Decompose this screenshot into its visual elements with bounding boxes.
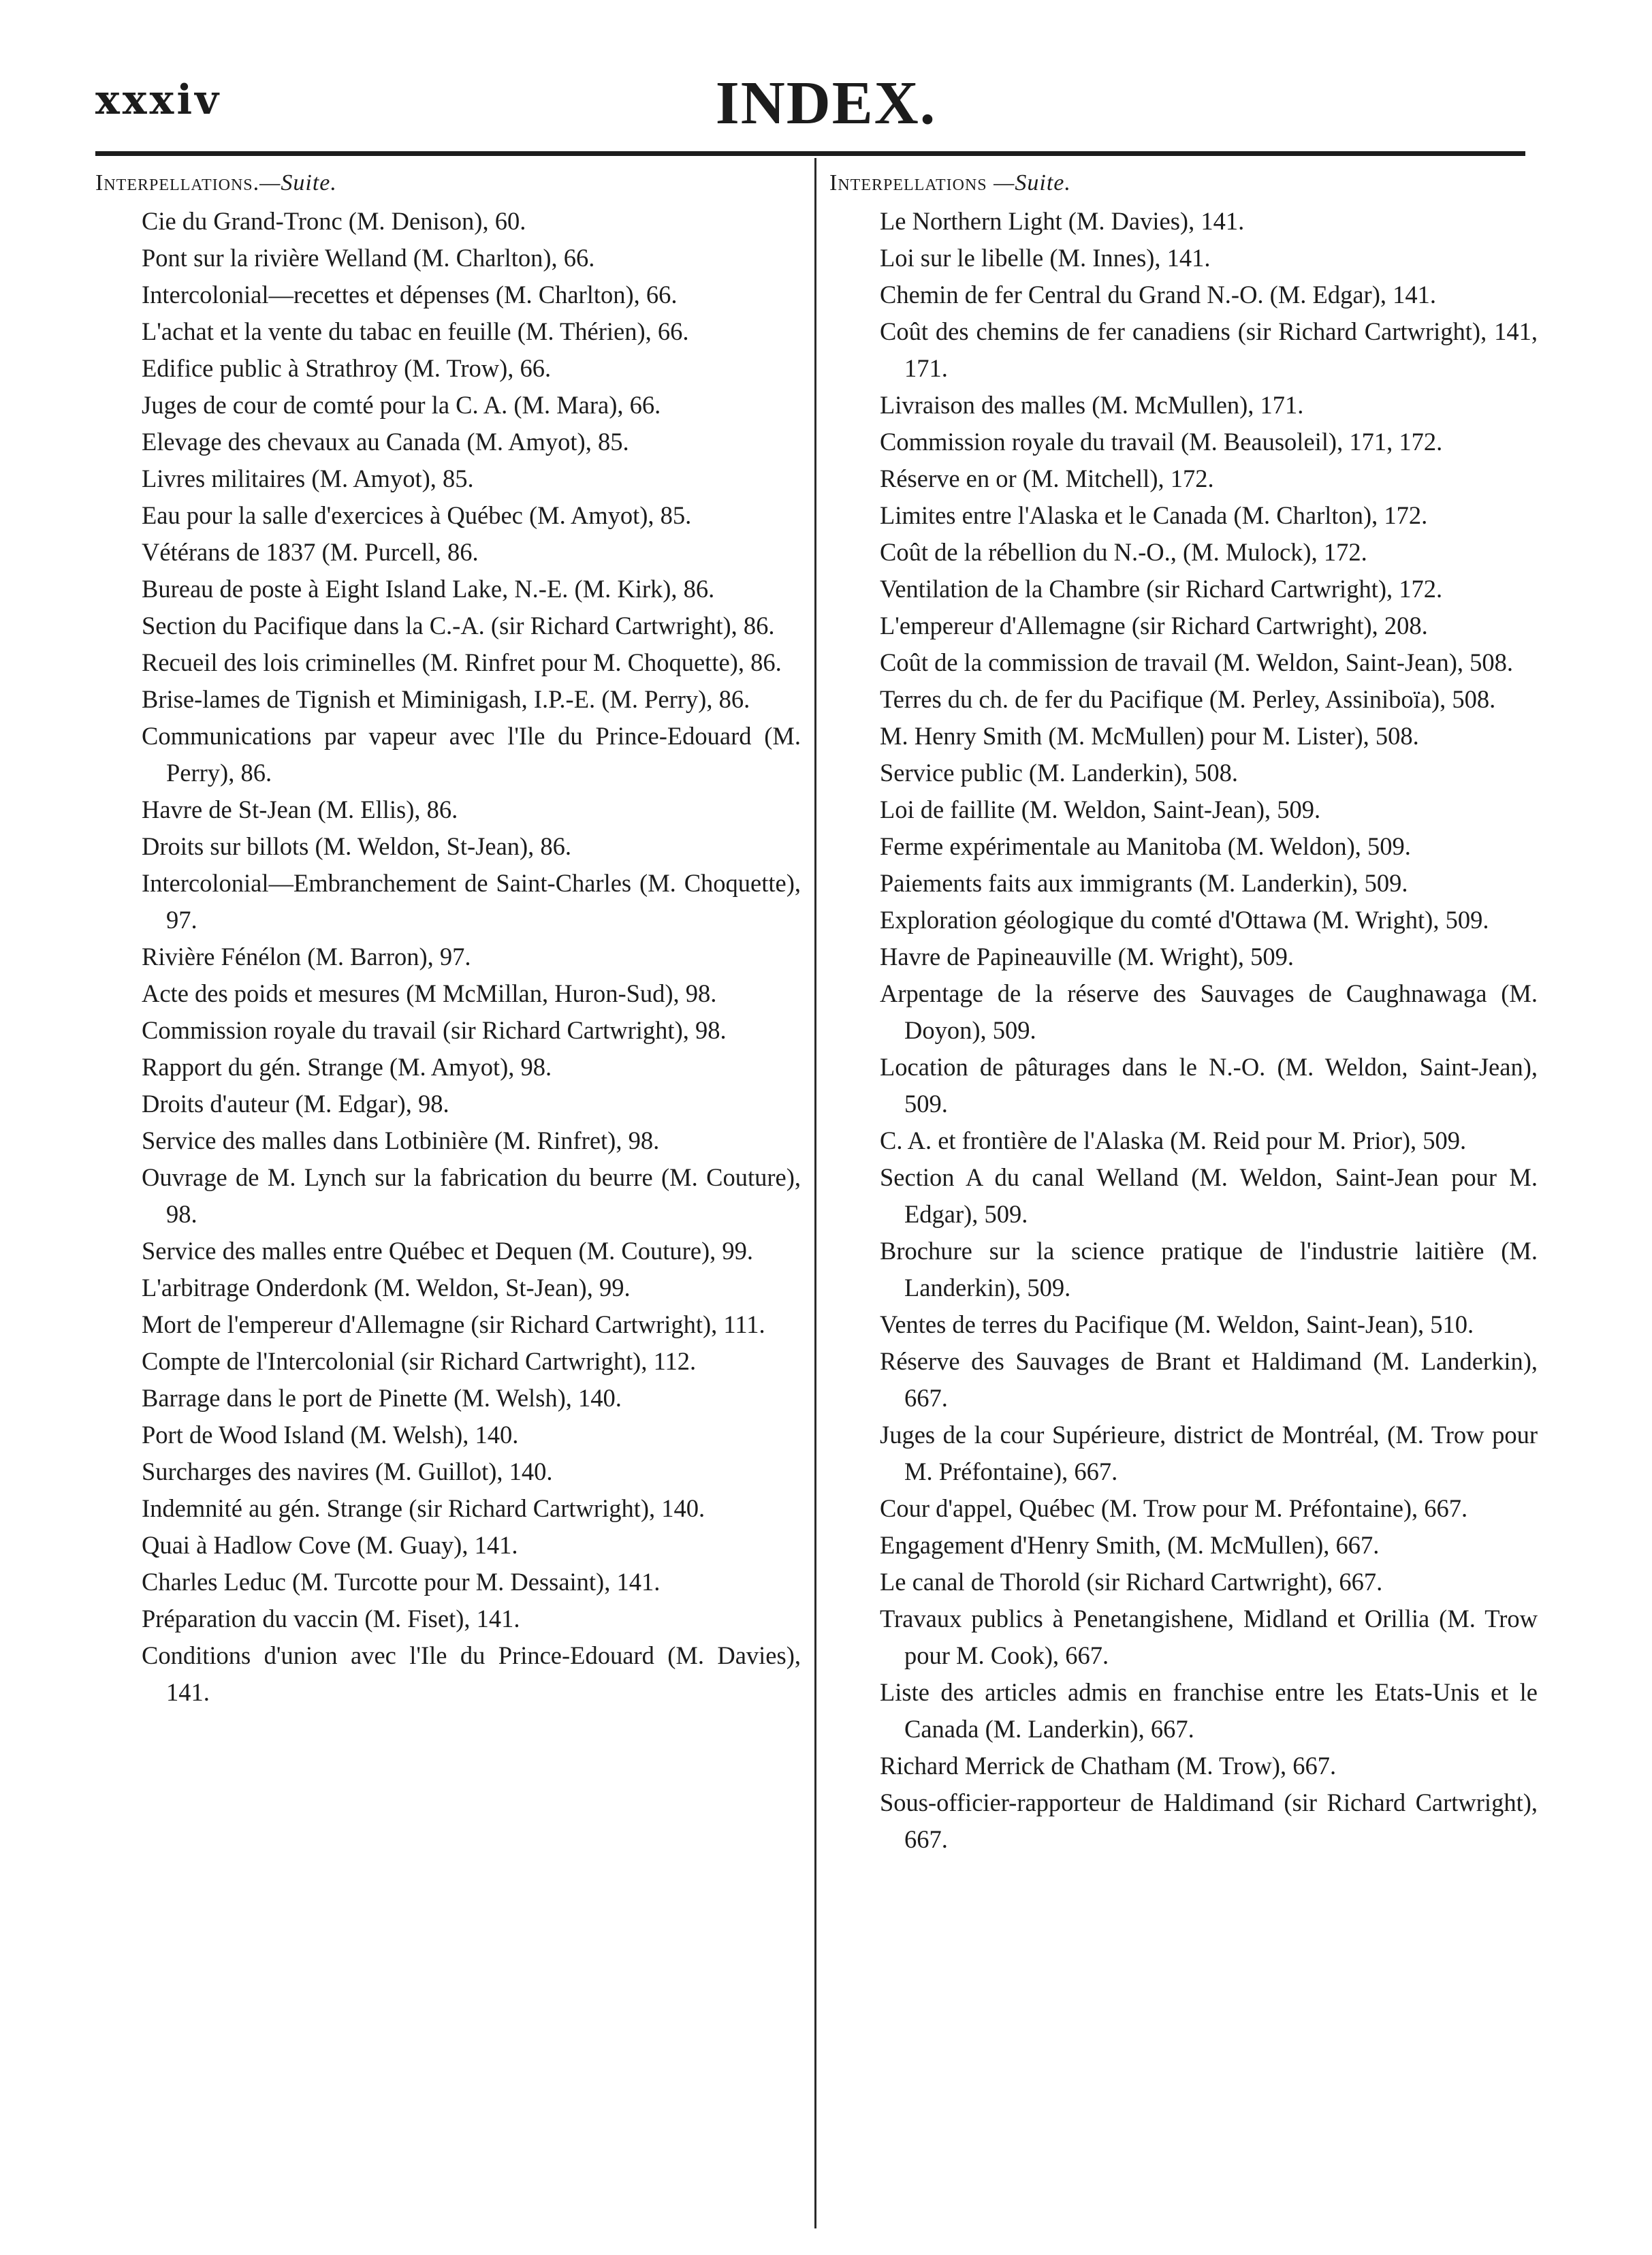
header-rule — [95, 151, 1525, 156]
left-heading-text: Interpellations. — [95, 170, 260, 195]
index-entry: Edifice public à Strathroy (M. Trow), 66. — [142, 354, 552, 382]
index-entry: Rapport du gén. Strange (M. Amyot), 98. — [142, 1053, 552, 1081]
index-entry: Liste des articles admis en franchise entre les Etats-Unis et le Canada (M. Landerkin), 667. — [880, 1678, 1538, 1743]
index-entry: Commission royale du travail (sir Richard Cartwright), 98. — [142, 1016, 727, 1044]
index-entry: Livraison des malles (M. McMullen), 171. — [880, 391, 1304, 419]
index-entry: Chemin de fer Central du Grand N.-O. (M. Edgar), 141. — [880, 281, 1436, 309]
index-entry: Commission royale du travail (M. Beausoleil), 171, 172. — [880, 428, 1443, 456]
right-heading-text: Interpellations — [829, 170, 987, 195]
right-column-heading — [829, 166, 1538, 200]
index-entry: Cie du Grand-Tronc (M. Denison), 60. — [142, 207, 526, 235]
index-entry: Loi de faillite (M. Weldon, Saint-Jean), 509. — [880, 795, 1321, 823]
index-entry: L'empereur d'Allemagne (sir Richard Cartwright), 208. — [880, 612, 1428, 640]
right-entry-list — [829, 203, 1538, 1858]
index-entry: Port de Wood Island (M. Welsh), 140. — [142, 1421, 519, 1449]
left-entry-list — [95, 203, 801, 1711]
index-entry: Cour d'appel, Québec (M. Trow pour M. Préfontaine), 667. — [880, 1494, 1468, 1522]
index-entry: L'achat et la vente du tabac en feuille (M. Thérien), 66. — [142, 317, 689, 345]
index-entry: Havre de St-Jean (M. Ellis), 86. — [142, 795, 458, 823]
index-entry: Droits sur billots (M. Weldon, St-Jean), 86. — [142, 832, 572, 860]
index-entry: Bureau de poste à Eight Island Lake, N.-E. (M. Kirk), 86. — [142, 575, 715, 603]
index-entry: Charles Leduc (M. Turcotte pour M. Dessaint), 141. — [142, 1568, 661, 1596]
index-entry: Le canal de Thorold (sir Richard Cartwright), 667. — [880, 1568, 1383, 1596]
index-entry: Havre de Papineauville (M. Wright), 509. — [880, 943, 1294, 971]
index-entry: Surcharges des navires (M. Guillot), 140. — [142, 1457, 553, 1485]
index-entry: Livres militaires (M. Amyot), 85. — [142, 464, 474, 492]
index-entry: Paiements faits aux immigrants (M. Landerkin), 509. — [880, 869, 1408, 897]
index-entry: Préparation du vaccin (M. Fiset), 141. — [142, 1605, 520, 1633]
index-entry: Travaux publics à Penetangishene, Midland et Orillia (M. Trow pour M. Cook), 667. — [880, 1605, 1538, 1669]
left-column — [95, 166, 801, 1711]
index-entry: Loi sur le libelle (M. Innes), 141. — [880, 244, 1211, 272]
index-entry: L'arbitrage Onderdonk (M. Weldon, St-Jean), 99. — [142, 1274, 631, 1302]
index-entry: Richard Merrick de Chatham (M. Trow), 667. — [880, 1752, 1337, 1780]
index-entry: Arpentage de la réserve des Sauvages de Caughnawaga (M. Doyon), 509. — [880, 979, 1538, 1044]
right-column — [829, 166, 1538, 1858]
index-entry: Rivière Fénélon (M. Barron), 97. — [142, 943, 471, 971]
index-entry: Section du Pacifique dans la C.-A. (sir Richard Cartwright), 86. — [142, 612, 775, 640]
index-entry: Coût des chemins de fer canadiens (sir Richard Cartwright), 141, 171. — [880, 317, 1538, 382]
index-entry: Location de pâturages dans le N.-O. (M. Weldon, Saint-Jean), 509. — [880, 1053, 1538, 1118]
index-entry: Exploration géologique du comté d'Ottawa (M. Wright), 509. — [880, 906, 1489, 934]
page-title: INDEX. — [715, 69, 937, 137]
index-entry: Brochure sur la science pratique de l'industrie laitière (M. Landerkin), 509. — [880, 1237, 1538, 1302]
index-entry: Coût de la commission de travail (M. Weldon, Saint-Jean), 508. — [880, 648, 1514, 676]
index-entry: Ventilation de la Chambre (sir Richard Cartwright), 172. — [880, 575, 1443, 603]
index-entry: Recueil des lois criminelles (M. Rinfret pour M. Choquette), 86. — [142, 648, 782, 676]
index-entry: Brise-lames de Tignish et Miminigash, I.P.-E. (M. Perry), 86. — [142, 685, 750, 713]
index-entry: Ouvrage de M. Lynch sur la fabrication du beurre (M. Couture), 98. — [142, 1163, 801, 1228]
index-entry: Service des malles entre Québec et Dequen (M. Couture), 99. — [142, 1237, 753, 1265]
index-entry: Juges de cour de comté pour la C. A. (M. Mara), 66. — [142, 391, 661, 419]
index-entry: Limites entre l'Alaska et le Canada (M. Charlton), 172. — [880, 501, 1428, 529]
column-divider — [814, 158, 816, 2228]
index-entry: Vétérans de 1837 (M. Purcell, 86. — [142, 538, 479, 566]
index-entry: Barrage dans le port de Pinette (M. Welsh), 140. — [142, 1384, 622, 1412]
index-entry: Section A du canal Welland (M. Weldon, Saint-Jean pour M. Edgar), 509. — [880, 1163, 1538, 1228]
index-entry: M. Henry Smith (M. McMullen) pour M. Lister), 508. — [880, 722, 1419, 750]
index-entry: Coût de la rébellion du N.-O., (M. Mulock), 172. — [880, 538, 1367, 566]
index-entry: Réserve en or (M. Mitchell), 172. — [880, 464, 1214, 492]
index-entry: Compte de l'Intercolonial (sir Richard Cartwright), 112. — [142, 1347, 697, 1375]
index-entry: Ferme expérimentale au Manitoba (M. Weldon), 509. — [880, 832, 1411, 860]
index-entry: Terres du ch. de fer du Pacifique (M. Perley, Assiniboïa), 508. — [880, 685, 1496, 713]
index-entry: Pont sur la rivière Welland (M. Charlton), 66. — [142, 244, 595, 272]
index-entry: Conditions d'union avec l'Ile du Prince-Edouard (M. Davies), 141. — [142, 1641, 801, 1706]
left-heading-suite: —Suite. — [259, 170, 337, 195]
index-entry: Communications par vapeur avec l'Ile du Prince-Edouard (M. Perry), 86. — [142, 722, 801, 787]
index-entry: Indemnité au gén. Strange (sir Richard Cartwright), 140. — [142, 1494, 705, 1522]
page-number: xxxiv — [95, 76, 221, 124]
index-entry: Le Northern Light (M. Davies), 141. — [880, 207, 1245, 235]
index-entry: Ventes de terres du Pacifique (M. Weldon, Saint-Jean), 510. — [880, 1310, 1474, 1338]
index-entry: Elevage des chevaux au Canada (M. Amyot), 85. — [142, 428, 629, 456]
index-entry: Acte des poids et mesures (M McMillan, Huron-Sud), 98. — [142, 979, 717, 1007]
index-entry: Intercolonial—Embranchement de Saint-Charles (M. Choquette), 97. — [142, 869, 801, 934]
index-entry: Sous-officier-rapporteur de Haldimand (sir Richard Cartwright), 667. — [880, 1788, 1538, 1853]
index-entry: Engagement d'Henry Smith, (M. McMullen), 667. — [880, 1531, 1380, 1559]
index-entry: Droits d'auteur (M. Edgar), 98. — [142, 1090, 449, 1118]
index-entry: C. A. et frontière de l'Alaska (M. Reid pour M. Prior), 509. — [880, 1126, 1467, 1154]
right-heading-suite: —Suite. — [987, 170, 1071, 195]
index-entry: Intercolonial—recettes et dépenses (M. Charlton), 66. — [142, 281, 678, 309]
index-entry: Service des malles dans Lotbinière (M. Rinfret), 98. — [142, 1126, 660, 1154]
index-entry: Réserve des Sauvages de Brant et Haldimand (M. Landerkin), 667. — [880, 1347, 1538, 1412]
index-entry: Quai à Hadlow Cove (M. Guay), 141. — [142, 1531, 518, 1559]
index-entry: Juges de la cour Supérieure, district de Montréal, (M. Trow pour M. Préfontaine), 667. — [880, 1421, 1538, 1485]
index-entry: Mort de l'empereur d'Allemagne (sir Richard Cartwright), 111. — [142, 1310, 765, 1338]
index-entry: Service public (M. Landerkin), 508. — [880, 759, 1239, 787]
index-entry: Eau pour la salle d'exercices à Québec (M. Amyot), 85. — [142, 501, 692, 529]
left-column-heading — [95, 166, 801, 200]
